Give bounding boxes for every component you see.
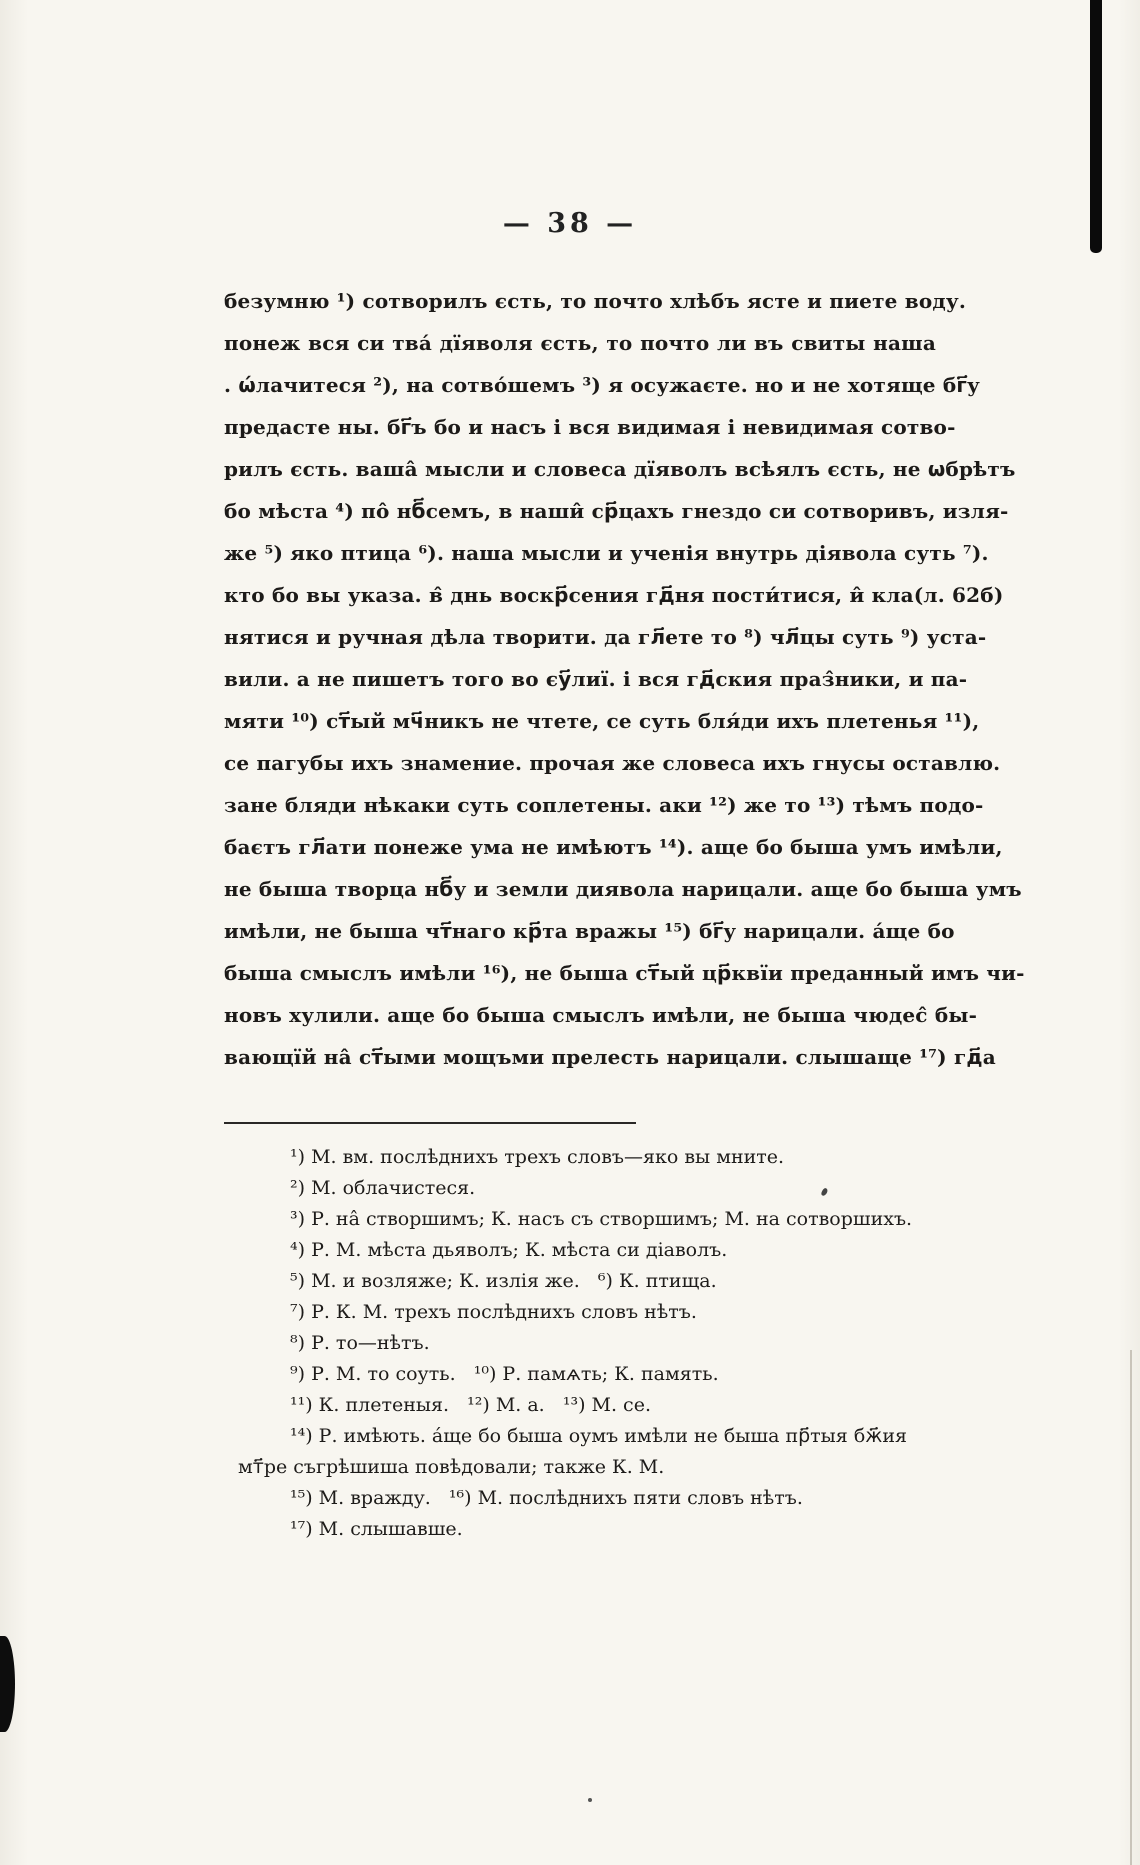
footnote-line: ⁸) Р. то—нѣтъ. bbox=[290, 1332, 430, 1354]
text-line: кто бо вы указа. в̂ днь воскр҃сения гд҃ня пости́тися, и̂ кла(л. 62б) bbox=[224, 583, 1004, 607]
footnote-line: ¹) М. вм. послѣднихъ трехъ словъ—яко вы мните. bbox=[290, 1146, 785, 1168]
footnote-line: ³) Р. на̂ створшимъ; К. насъ съ створшимъ; М. на сотворшихъ. bbox=[290, 1208, 913, 1230]
text-line: безумню ¹) сотворилъ єсть, то почто хлѣбъ ясте и пиете воду. bbox=[224, 289, 967, 313]
text-line: се пагубы ихъ знамение. прочая же словеса ихъ гнусы оставлю. bbox=[224, 751, 1001, 775]
footnote-line: ⁷) Р. К. М. трехъ послѣднихъ словъ нѣтъ. bbox=[290, 1301, 697, 1323]
text-line: . ѡ́лачитеся ²), на сотво́шемъ ³) я осужаєте. но и не хотяще бг҃у bbox=[224, 373, 981, 397]
text-line: не быша творца нб҃у и земли диявола нарицали. аще бо быша умъ bbox=[224, 877, 1022, 901]
scan-artifact-page-edge bbox=[1130, 1350, 1132, 1865]
text-line: предасте ны. бг҃ъ бо и насъ і вся видимая і невидимая сотво- bbox=[224, 415, 956, 439]
footnote-line: ⁹) Р. М. то соуть. ¹⁰) Р. памѧть; К. память. bbox=[290, 1363, 719, 1385]
footnote-separator bbox=[224, 1122, 636, 1124]
scan-artifact-bar bbox=[1090, 0, 1102, 253]
text-line: зане бляди нѣкаки суть соплетены. аки ¹²) же то ¹³) тѣмъ подо- bbox=[224, 793, 984, 817]
footnote-line: ⁴) Р. М. мѣста дьяволъ; К. мѣста си діаволъ. bbox=[290, 1239, 728, 1261]
footnote-line: ¹⁵) М. вражду. ¹⁶) М. послѣднихъ пяти словъ нѣтъ. bbox=[290, 1487, 803, 1509]
page-number: — 38 — bbox=[502, 208, 638, 239]
text-line: вающїй на̂ ст҃ыми мощъми прелесть нарицали. слышаще ¹⁷) гд҃а bbox=[224, 1045, 996, 1069]
scan-artifact-blob bbox=[0, 1636, 15, 1732]
footnote-line: ²) М. облачистеся. bbox=[290, 1177, 476, 1199]
footnote-line: мт҃ре съгрѣшиша повѣдовали; также К. М. bbox=[238, 1456, 665, 1478]
footnote-line: ¹¹) К. плетеныя. ¹²) М. а. ¹³) М. се. bbox=[290, 1394, 651, 1416]
footnote-line: ¹⁷) М. слышавше. bbox=[290, 1518, 463, 1540]
text-line: имѣли, не быша чт҃наго кр҃та вражы ¹⁵) бг҃у нарицали. а́ще бо bbox=[224, 919, 955, 943]
body-text bbox=[224, 280, 1025, 1078]
text-line: вили. а не пишетъ того во єу҃лиї. і вся гд҃ския праз̂ники, и па- bbox=[224, 667, 968, 691]
text-line: нятися и ручная дѣла творити. да гл҃ете то ⁸) чл҃цы суть ⁹) уста- bbox=[224, 625, 987, 649]
footnotes bbox=[238, 1142, 944, 1545]
footnote-line: ¹⁴) Р. имѣють. а́ще бо быша оумъ имѣли не быша пр҃тыя бж҃ия bbox=[290, 1425, 908, 1447]
text-line: быша смыслъ имѣли ¹⁶), не быша ст҃ый цр҃квїи преданный имъ чи- bbox=[224, 961, 1025, 985]
scan-artifact-speck bbox=[588, 1798, 592, 1802]
text-line: новъ хулили. аще бо быша смыслъ имѣли, не быша чюдес̂ бы- bbox=[224, 1003, 978, 1027]
text-line: баєтъ гл҃ати понеже ума не имѣютъ ¹⁴). аще бо быша умъ имѣли, bbox=[224, 835, 1003, 859]
text-line: же ⁵) яко птица ⁶). наша мысли и ученія внутрь діявола суть ⁷). bbox=[224, 541, 989, 565]
footnote-line: ⁵) М. и возляже; К. излія же. ⁶) К. птища. bbox=[290, 1270, 717, 1292]
text-line: бо мѣста ⁴) по̂ нб҃семъ, в наши̂ ср҃цахъ гнездо си сотворивъ, изля- bbox=[224, 499, 1009, 523]
text-line: рилъ єсть. ваша̂ мысли и словеса дїяволъ всѣялъ єсть, не ѡбрѣтъ bbox=[224, 457, 1016, 481]
text-line: понеж вся си тва́ дїяволя єсть, то почто ли въ свиты наша bbox=[224, 331, 936, 355]
text-line: мяти ¹⁰) ст҃ый мч҃никъ не чтете, се суть бля́ди ихъ плетенья ¹¹), bbox=[224, 709, 980, 733]
